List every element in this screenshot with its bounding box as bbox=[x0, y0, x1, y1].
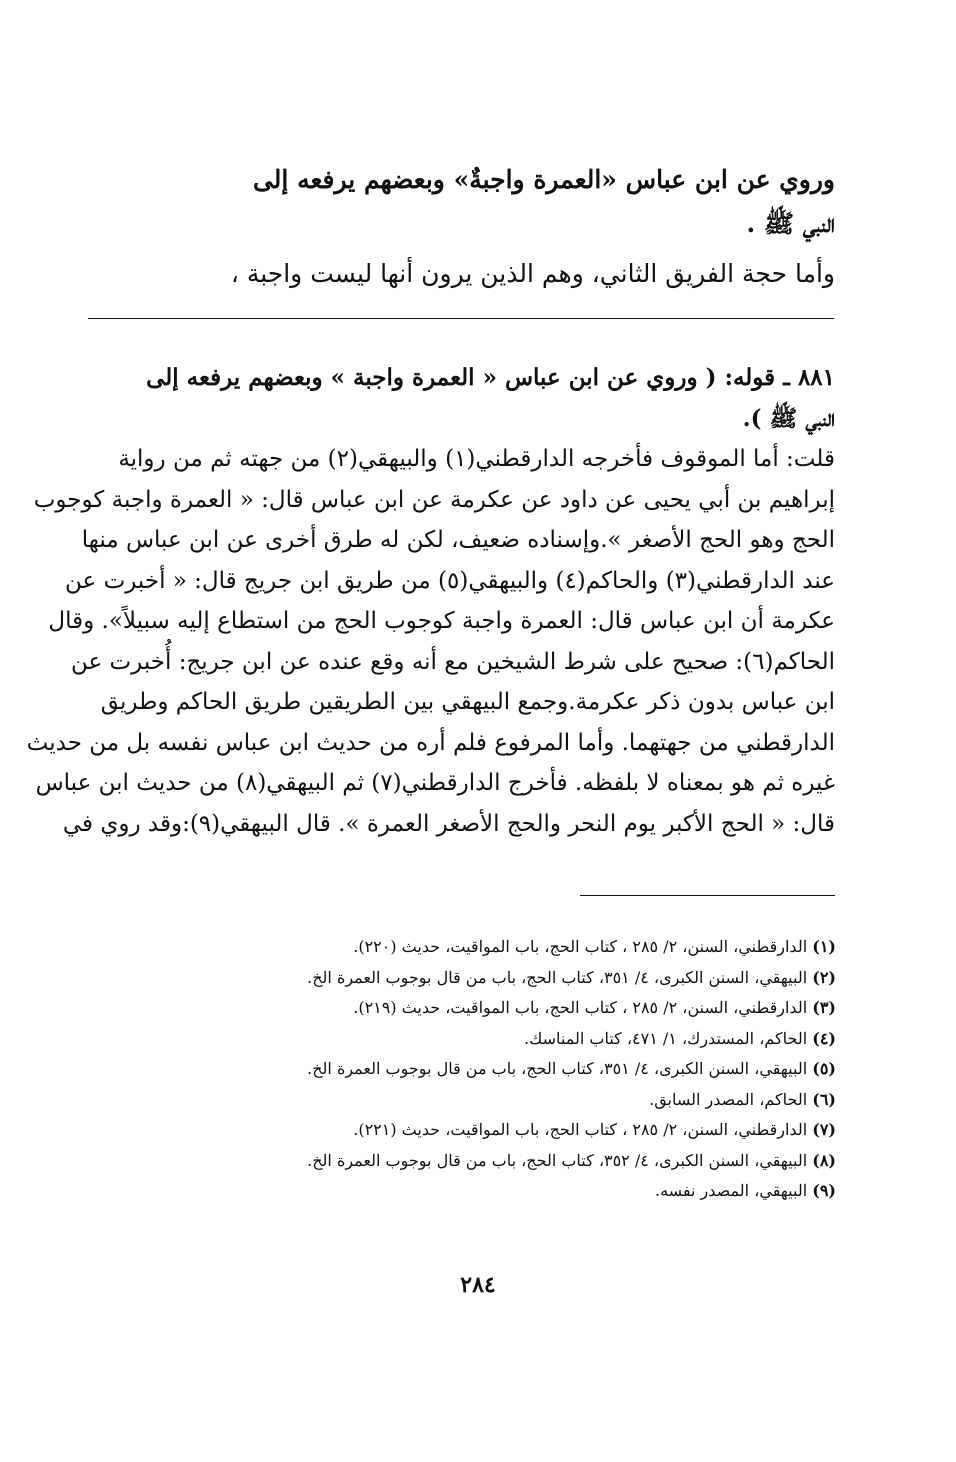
main-text-block bbox=[100, 158, 835, 296]
footnote bbox=[200, 1115, 836, 1146]
footnote bbox=[200, 1176, 836, 1207]
footnote-number: (٥) bbox=[812, 1059, 836, 1078]
commentary-line: ابن عباس بدون ذكر عكرمة.وجمع البيهقي بين الطريقين طريق الحاكم وطريق bbox=[100, 689, 835, 715]
commentary-heading-line: النبي ﷺ ). bbox=[742, 404, 835, 432]
footnote-text: البيهقي، السنن الكبرى، ٤/ ٣٥٢، كتاب الحج، باب من قال بوجوب العمرة الخ. bbox=[307, 1150, 808, 1170]
footnote bbox=[200, 932, 836, 963]
footnote bbox=[200, 1085, 836, 1116]
footnote bbox=[200, 1054, 836, 1085]
footnote-text: الدارقطني، السنن، ٢/ ٢٨٥ ، كتاب الحج، باب المواقيت، حديث (٢١٩). bbox=[353, 998, 808, 1017]
commentary-line: الحاكم(٦): صحيح على شرط الشيخين مع أنه وقع عنده عن ابن جريج: أُخبرت عن bbox=[70, 648, 835, 675]
footnote-number: (٤) bbox=[812, 1028, 836, 1048]
footnote-number: (١) bbox=[812, 937, 836, 956]
commentary-line: قلت: أما الموقوف فأخرجه الدارقطني(١) والبيهقي(٢) من جهته ثم من رواية bbox=[118, 446, 835, 472]
footnote bbox=[200, 993, 836, 1024]
footnote-number: (٢) bbox=[812, 967, 836, 987]
footnote-number: (٨) bbox=[812, 1150, 836, 1170]
footnote bbox=[200, 1146, 836, 1177]
commentary-line: الدارقطني من جهتهما. وأما المرفوع فلم أره من حديث ابن عباس نفسه بل من حديث bbox=[26, 729, 835, 756]
footnote-text: البيهقي، السنن الكبرى، ٤/ ٣٥١، كتاب الحج، باب من قال بوجوب العمرة الخ. bbox=[307, 1059, 808, 1078]
footnote-number: (٩) bbox=[812, 1181, 836, 1200]
page-number: ٢٨٤ bbox=[460, 1272, 496, 1298]
section-divider bbox=[88, 318, 834, 319]
footnote-text: الدارقطني، السنن، ٢/ ٢٨٥ ، كتاب الحج، باب المواقيت، حديث (٢٢١). bbox=[353, 1120, 808, 1139]
main-text-line: وأما حجة الفريق الثاني، وهم الذين يرون أنها ليست واجبة ، bbox=[230, 259, 835, 288]
commentary-line: الحج وهو الحج الأصغر ».وإسناده ضعيف، لكن له طرق أخرى عن ابن عباس منها bbox=[81, 527, 835, 553]
commentary-line: عكرمة أن ابن عباس قال: العمرة واجبة كوجوب الحج من استطاع إليه سبيلاً». وقال bbox=[48, 608, 835, 634]
footnote-text: الدارقطني، السنن، ٢/ ٢٨٥ ، كتاب الحج، باب المواقيت، حديث (٢٢٠). bbox=[353, 937, 808, 956]
commentary-line: إبراهيم بن أبي يحيى عن داود عن عكرمة عن ابن عباس قال: « العمرة واجبة كوجوب bbox=[33, 486, 835, 513]
commentary-line: قال: « الحج الأكبر يوم النحر والحج الأصغر العمرة ». قال البيهقي(٩):وقد روي في bbox=[62, 810, 835, 837]
commentary-line: غيره ثم هو بمعناه لا بلفظه. فأخرج الدارقطني(٧) ثم البيهقي(٨) من حديث ابن عباس bbox=[35, 770, 835, 796]
footnotes-block bbox=[200, 932, 836, 1207]
commentary-block bbox=[26, 358, 835, 844]
footnote-text: الحاكم، المصدر السابق. bbox=[649, 1089, 808, 1109]
commentary-heading-line: ٨٨١ ـ قوله: ( وروي عن ابن عباس « العمرة واجبة » وبعضهم يرفعه إلى bbox=[146, 364, 835, 391]
footnote-number: (٦) bbox=[812, 1089, 836, 1109]
footnote bbox=[200, 963, 836, 994]
footnote-text: البيهقي، المصدر نفسه. bbox=[654, 1181, 808, 1200]
footnote-text: البيهقي، السنن الكبرى، ٤/ ٣٥١، كتاب الحج، باب من قال بوجوب العمرة الخ. bbox=[307, 967, 808, 987]
footnote-divider bbox=[580, 895, 835, 896]
footnote-number: (٧) bbox=[812, 1120, 836, 1139]
main-text-line: النبي ﷺ . bbox=[746, 209, 835, 238]
footnote-number: (٣) bbox=[812, 998, 836, 1017]
footnote-text: الحاكم، المستدرك، ١/ ٤٧١، كتاب المناسك. bbox=[524, 1028, 808, 1048]
main-text-line: وروي عن ابن عباس «العمرة واجبةٌ» وبعضهم يرفعه إلى bbox=[252, 165, 835, 194]
commentary-line: عند الدارقطني(٣) والحاكم(٤) والبيهقي(٥) من طريق ابن جريج قال: « أخبرت عن bbox=[65, 567, 835, 594]
footnote bbox=[200, 1024, 836, 1055]
